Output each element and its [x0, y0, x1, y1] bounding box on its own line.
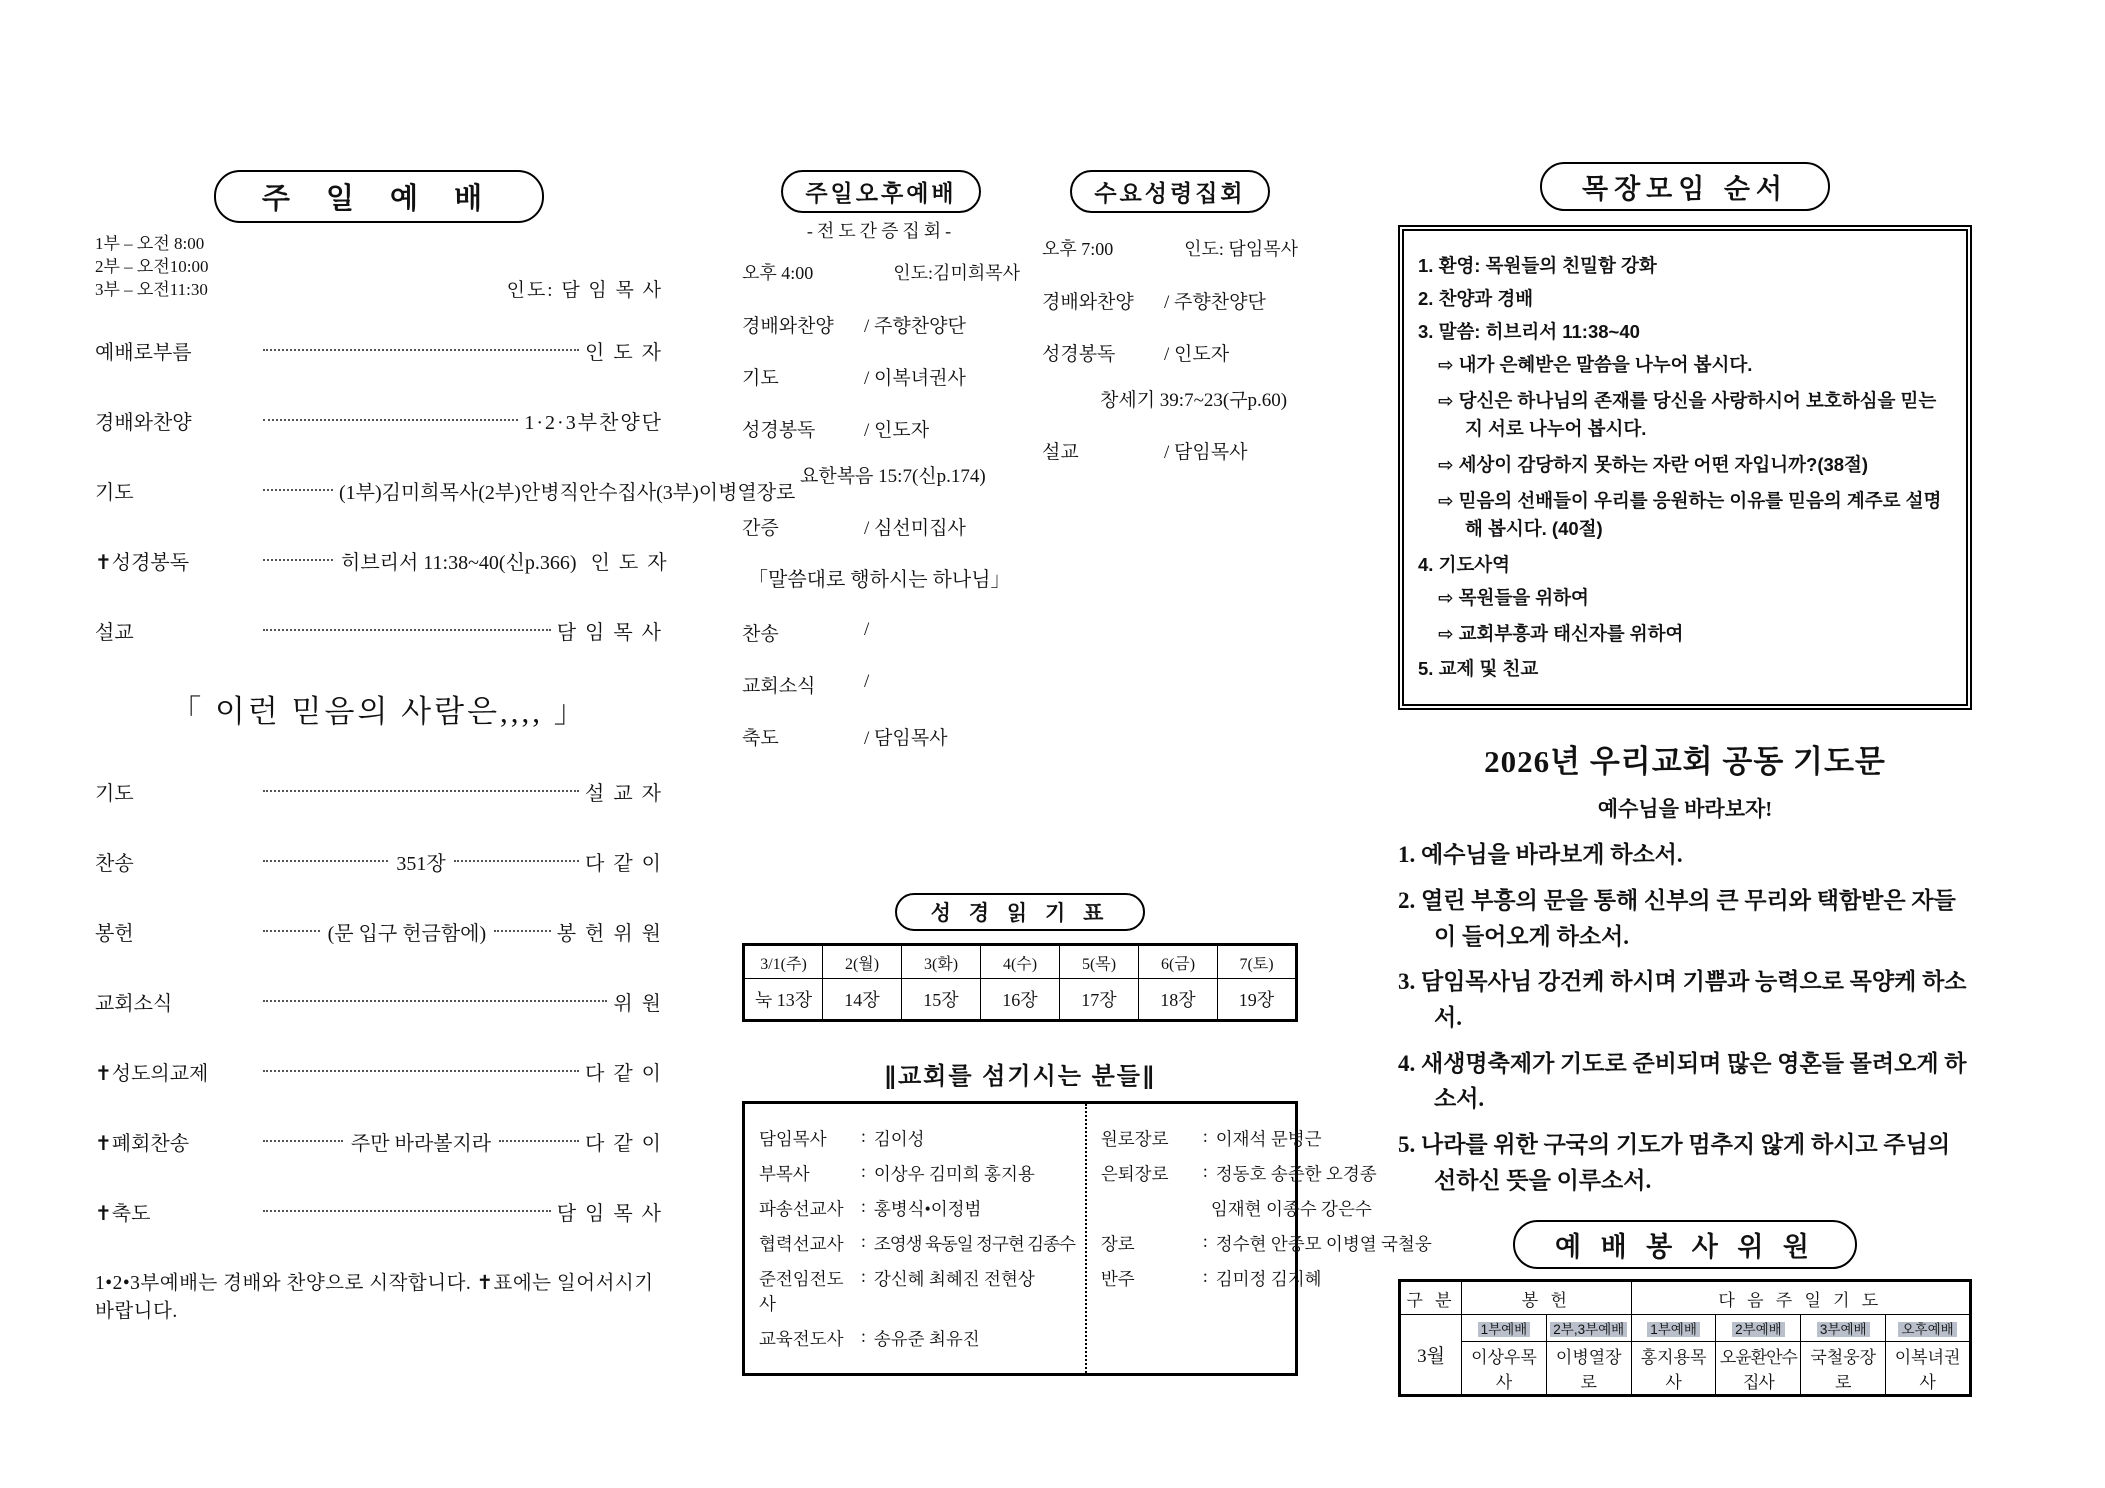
- order-row-prayer: [95, 476, 796, 505]
- servant-row: [759, 1126, 1075, 1151]
- chapter-cell: 17장: [1060, 979, 1139, 1021]
- servant-row: [759, 1196, 1075, 1221]
- subhead-cell: [1886, 1315, 1971, 1342]
- order-value: 담 임 목 사: [556, 1202, 663, 1225]
- afternoon-row-scripture: [742, 415, 1020, 442]
- mokjang-title: 목장모임 순서: [1540, 162, 1830, 211]
- servant-names: 김미정 김지혜: [1215, 1269, 1322, 1289]
- sunday-note: 1•2•3부예배는 경배와 찬양으로 시작합니다. ✝표에는 일어서시기 바랍니다.: [95, 1272, 654, 1322]
- subhead-label: 3부예배: [1817, 1322, 1870, 1337]
- order-value: 다 같 이: [585, 1062, 663, 1085]
- servant-role: [1101, 1196, 1197, 1221]
- servant-role: 협력선교사: [759, 1234, 844, 1254]
- prayer-title: 2026년 우리교회 공동 기도문: [1484, 744, 1886, 780]
- name-cell: 홍지용목사: [1631, 1342, 1716, 1396]
- wednesday-title: 수요성령집회: [1070, 170, 1269, 213]
- wednesday-scripture-ref: 창세기 39:7~23(구p.60): [1100, 390, 1288, 411]
- offering-header: 봉 헌: [1462, 1281, 1632, 1315]
- afternoon-row-prayer: [742, 363, 1020, 390]
- servant-names: 임재현 이종수 강은수: [1210, 1199, 1372, 1219]
- order-row-fellowship: [95, 1057, 663, 1086]
- wednesday-row-praise: [1042, 287, 1298, 314]
- order-row-call: [95, 336, 663, 365]
- committee-group-row: [1400, 1281, 1971, 1315]
- afternoon-row-benediction: [742, 723, 1020, 750]
- order-center-text: (문 입구 헌금함에): [327, 922, 487, 945]
- row-value: / 인도자: [864, 420, 930, 441]
- row-value: / 이복녀권사: [864, 368, 966, 389]
- afternoon-row-testimony: [742, 513, 1020, 540]
- order-row-benediction: [95, 1197, 663, 1226]
- wednesday-row-sermon: [1042, 437, 1298, 464]
- servant-names: 송유준 최유진: [873, 1329, 980, 1349]
- mokjang-subitem: ⇨ 목원들을 위하여: [1438, 587, 1589, 609]
- dotted-leader: [263, 629, 551, 631]
- order-value: 담 임 목 사: [556, 621, 663, 644]
- wednesday-row-scripture: [1042, 339, 1298, 366]
- committee-names-row: [1400, 1342, 1971, 1396]
- servant-names: 조영생 육동일 정구현 김종수: [873, 1234, 1075, 1254]
- bible-reading-section: [742, 893, 1298, 1022]
- afternoon-leader: 인도:김미희목사: [893, 263, 1020, 283]
- row-value: /: [864, 619, 870, 640]
- dotted-leader: [494, 930, 551, 932]
- servant-row: [1101, 1126, 1432, 1151]
- chapter-cell: 15장: [902, 979, 981, 1021]
- bible-days-row: [744, 945, 1297, 979]
- subhead-label: 2부예배: [1732, 1322, 1785, 1337]
- bible-reading-title: 성 경 읽 기 표: [895, 893, 1146, 931]
- chapter-cell: 16장: [981, 979, 1060, 1021]
- wednesday-time-row: [1042, 235, 1298, 261]
- order-label: 봉헌: [95, 922, 134, 945]
- row-value: / 인도자: [1164, 344, 1230, 365]
- servant-role: 교육전도사: [759, 1329, 844, 1349]
- sermon-title: 「 이런 믿음의 사람은,,,, 」: [170, 693, 588, 729]
- dotted-leader: [263, 860, 388, 862]
- order-row-sermon: [95, 616, 663, 645]
- order-value: 다 같 이: [585, 852, 664, 875]
- dotted-leader: [263, 349, 579, 351]
- chapter-cell: 18장: [1139, 979, 1218, 1021]
- colon: :: [861, 1196, 866, 1216]
- sunday-worship-title: 주 일 예 배: [214, 170, 544, 223]
- colon: :: [861, 1126, 866, 1146]
- order-value: (1부)김미희목사(2부)안병직안수집사(3부)이병열장로: [339, 481, 796, 504]
- afternoon-worship-section: [742, 170, 1020, 775]
- right-column: [1398, 162, 1972, 1397]
- order-value: 설 교 자: [585, 782, 663, 805]
- dotted-leader: [263, 1210, 551, 1212]
- row-label: 성경봉독: [1042, 344, 1116, 365]
- order-center-text: 주만 바라볼지라: [350, 1132, 492, 1155]
- sunday-times-row: [95, 233, 663, 302]
- order-value: 1·2·3부찬양단: [524, 411, 663, 434]
- subhead-label: 1부예배: [1647, 1322, 1700, 1337]
- mokjang-item: 4. 기도사역: [1418, 554, 1511, 576]
- prayer-item: 3. 담임목사님 강건케 하시며 기쁨과 능력으로 목양케 하소서.: [1398, 969, 1967, 1030]
- servant-row: [759, 1231, 1075, 1256]
- subhead-cell: [1631, 1315, 1716, 1342]
- wednesday-meeting-section: [1042, 170, 1298, 775]
- servants-title: ∥교회를 섬기시는 분들∥: [884, 1063, 1156, 1090]
- servant-names: 정수현 안증모 이병열 국철웅: [1215, 1234, 1432, 1254]
- mokjang-subitem: ⇨ 교회부흥과 태신자를 위하여: [1438, 622, 1684, 644]
- mokjang-order-box: [1398, 225, 1972, 710]
- name-cell: 이상우목사: [1462, 1342, 1547, 1396]
- service-time-2: 2부 – 오전10:00: [95, 256, 209, 276]
- order-label: 설교: [95, 621, 134, 644]
- mokjang-item: 1. 환영: 목원들의 친밀함 강화: [1418, 255, 1657, 276]
- prayer-item: 2. 열린 부흥의 문을 통해 신부의 큰 무리와 택함받은 자들이 들어오게 하소서.: [1398, 888, 1956, 949]
- dotted-leader: [454, 860, 579, 862]
- dotted-leader: [263, 1070, 579, 1072]
- day-cell: 3(화): [902, 945, 981, 979]
- order-label: 경배와찬양: [95, 411, 192, 434]
- prayer-item: 5. 나라를 위한 구국의 기도가 멈추지 않게 하시고 주님의 선하신 뜻을 이루소서.: [1398, 1131, 1951, 1193]
- row-label: 성경봉독: [742, 420, 816, 441]
- order-value: 인 도 자: [585, 341, 663, 364]
- row-value: / 심선미집사: [864, 518, 966, 539]
- afternoon-row-praise: [742, 311, 1020, 338]
- committee-table: [1398, 1279, 1972, 1397]
- row-value: / 담임목사: [864, 728, 948, 749]
- order-row-closing-hymn: [95, 1127, 663, 1156]
- service-time-3: 3부 – 오전11:30: [95, 279, 208, 299]
- afternoon-time-row: [742, 259, 1020, 285]
- dotted-leader: [263, 790, 579, 792]
- name-cell: 이병열장로: [1546, 1342, 1631, 1396]
- order-row-news: [95, 987, 663, 1016]
- servant-role: 은퇴장로: [1100, 1164, 1169, 1184]
- colon: :: [861, 1326, 866, 1346]
- order-value: 다 같 이: [585, 1132, 663, 1155]
- mid-services: [742, 170, 1298, 775]
- dotted-leader: [499, 1140, 579, 1142]
- servant-row: [1101, 1196, 1432, 1221]
- subhead-cell: [1801, 1315, 1886, 1342]
- mokjang-item: 2. 찬양과 경배: [1418, 288, 1534, 309]
- row-label: 교회소식: [742, 676, 816, 697]
- chapter-cell: 14장: [823, 979, 902, 1021]
- servant-names: 김이성: [873, 1129, 925, 1149]
- subhead-label: 2부,3부예배: [1550, 1322, 1627, 1337]
- subhead-label: 오후예배: [1898, 1322, 1956, 1337]
- dotted-leader: [263, 1140, 343, 1142]
- bible-reading-header: [742, 893, 1298, 931]
- servants-left: [745, 1104, 1085, 1373]
- order-label: 예배로부름: [95, 341, 192, 364]
- colon: :: [861, 1231, 866, 1251]
- subhead-label: 1부예배: [1478, 1322, 1531, 1337]
- servant-row: [1101, 1231, 1432, 1256]
- servant-names: 이재석 문병근: [1215, 1129, 1322, 1149]
- servant-role: 반주: [1100, 1269, 1135, 1289]
- order-label: ✝폐회찬송: [95, 1132, 190, 1155]
- order-label: 기도: [95, 782, 134, 805]
- mokjang-item: 5. 교제 및 친교: [1418, 658, 1539, 680]
- prayer-subtitle: 예수님을 바라보자!: [1597, 797, 1773, 822]
- afternoon-title: 주일오후예배: [781, 170, 980, 213]
- row-label: 축도: [742, 728, 779, 749]
- colon: :: [861, 1161, 866, 1181]
- order-label: ✝축도: [95, 1202, 151, 1225]
- colon: :: [1202, 1161, 1208, 1181]
- nextweek-prayer-header: 다 음 주 일 기 도: [1631, 1281, 1970, 1315]
- committee-subhead-row: [1400, 1315, 1971, 1342]
- servant-role: 파송선교사: [759, 1199, 844, 1219]
- colon: :: [1202, 1266, 1208, 1286]
- division-header: 구 분: [1400, 1281, 1462, 1315]
- row-value: / 주향찬양단: [1164, 292, 1266, 313]
- servant-row: [1101, 1161, 1432, 1186]
- subhead-cell: [1462, 1315, 1547, 1342]
- row-label: 설교: [1042, 442, 1079, 463]
- order-label: 찬송: [95, 852, 134, 875]
- bible-chapters-row: [744, 979, 1297, 1021]
- order-row-praise: [95, 406, 663, 435]
- dotted-leader: [263, 489, 333, 491]
- order-label: ✝성경봉독: [95, 551, 190, 574]
- servant-row: [759, 1266, 1075, 1316]
- dotted-leader: [263, 559, 333, 561]
- mokjang-item: 3. 말씀: 히브리서 11:38~40: [1418, 321, 1640, 342]
- afternoon-scripture-ref: 요한복음 15:7(신p.174): [800, 466, 986, 487]
- name-cell: 이복녀권사: [1886, 1342, 1971, 1396]
- servant-names: 강신혜 최혜진 전현상: [873, 1269, 1035, 1289]
- chapter-cell: 19장: [1218, 979, 1297, 1021]
- servant-names: 이상우 김미희 홍지용: [873, 1164, 1035, 1184]
- sunday-worship-header: [95, 170, 663, 223]
- mokjang-subitem: ⇨ 세상이 감당하지 못하는 자란 어떤 자입니까?(38절): [1438, 454, 1869, 476]
- name-cell: 오윤환안수집사: [1716, 1342, 1801, 1396]
- servant-row: [759, 1161, 1075, 1186]
- row-label: 경배와찬양: [1042, 292, 1134, 313]
- order-center-text: 351장: [396, 852, 446, 875]
- subhead-cell: [1546, 1315, 1631, 1342]
- servant-role: 장로: [1100, 1234, 1135, 1254]
- row-label: 간증: [742, 518, 779, 539]
- servant-role: 준전임전도사: [759, 1269, 844, 1314]
- order-value: 봉 헌 위 원: [556, 922, 663, 945]
- order-row-offering: [95, 917, 663, 946]
- order-label: 기도: [95, 481, 134, 504]
- afternoon-sermon-title: 「말씀대로 행하시는 하나님」: [748, 569, 1011, 591]
- mokjang-subitem: ⇨ 믿음의 선배들이 우리를 응원하는 이유를 믿음의 계주로 설명해 봅시다. (40절): [1438, 489, 1942, 540]
- sunday-leader: 인도: 담 임 목 사: [506, 279, 663, 301]
- service-times: [95, 233, 209, 302]
- row-label: 경배와찬양: [742, 316, 834, 337]
- row-label: 기도: [742, 368, 779, 389]
- order-value: 인 도 자: [590, 551, 669, 574]
- servant-role: 부목사: [759, 1164, 810, 1184]
- service-time-1: 1부 – 오전 8:00: [95, 234, 205, 253]
- month-cell: 3월: [1400, 1315, 1462, 1396]
- afternoon-row-news: [742, 671, 1020, 698]
- order-row-prayer2: [95, 777, 663, 806]
- day-cell: 3/1(주): [744, 945, 823, 979]
- order-value: 위 원: [613, 992, 663, 1015]
- afternoon-header: [742, 170, 1020, 213]
- wednesday-leader: 인도: 담임목사: [1184, 239, 1298, 259]
- day-cell: 5(목): [1060, 945, 1139, 979]
- wednesday-header: [1042, 170, 1298, 213]
- day-cell: 2(월): [823, 945, 902, 979]
- name-cell: 국철웅장로: [1801, 1342, 1886, 1396]
- order-label: ✝성도의교제: [95, 1062, 209, 1085]
- servant-names: 홍병식•이정범: [873, 1199, 982, 1219]
- prayer-item: 1. 예수님을 바라보게 하소서.: [1398, 842, 1683, 868]
- day-cell: 7(토): [1218, 945, 1297, 979]
- mokjang-subitem: ⇨ 내가 은혜받은 말씀을 나누어 봅시다.: [1438, 354, 1753, 375]
- colon: :: [1202, 1126, 1208, 1146]
- order-row-hymn: [95, 847, 663, 876]
- afternoon-row-hymn: [742, 619, 1020, 646]
- row-label: 찬송: [742, 624, 779, 645]
- chapter-cell: 눅 13장: [744, 979, 823, 1021]
- committee-header: [1398, 1220, 1972, 1269]
- prayer-item: 4. 새생명축제가 기도로 준비되며 많은 영혼들 몰려오게 하소서.: [1398, 1050, 1967, 1112]
- servant-names: 정동호 송준한 오경종: [1215, 1164, 1377, 1184]
- afternoon-subtitle: -전도간증집회-: [806, 221, 956, 241]
- subhead-cell: [1716, 1315, 1801, 1342]
- order-center-text: 히브리서 11:38~40(신p.366): [341, 551, 577, 574]
- wednesday-time: 오후 7:00: [1042, 239, 1114, 259]
- servants-right: [1085, 1104, 1442, 1373]
- dotted-leader: [263, 1000, 607, 1002]
- row-value: / 담임목사: [1164, 442, 1248, 463]
- order-label: 교회소식: [95, 992, 173, 1015]
- committee-title: 예 배 봉 사 위 원: [1513, 1220, 1857, 1269]
- dotted-leader: [263, 419, 518, 421]
- afternoon-time: 오후 4:00: [742, 263, 814, 283]
- order-row-scripture: [95, 546, 669, 575]
- servant-row: [759, 1326, 1075, 1351]
- mokjang-header: [1398, 162, 1972, 211]
- row-value: /: [864, 671, 870, 692]
- mokjang-subitem: ⇨ 당신은 하나님의 존재를 당신을 사랑하시어 보호하심을 믿는지 서로 나누어 봅시다.: [1438, 389, 1937, 440]
- dotted-leader: [263, 930, 320, 932]
- servant-role: 담임목사: [759, 1129, 827, 1149]
- row-value: / 주향찬양단: [864, 316, 966, 337]
- colon: :: [1202, 1231, 1208, 1251]
- committee-section: [1398, 1220, 1972, 1397]
- servant-role: 원로장로: [1100, 1129, 1169, 1149]
- colon: :: [861, 1266, 866, 1286]
- day-cell: 4(수): [981, 945, 1060, 979]
- day-cell: 6(금): [1139, 945, 1218, 979]
- bible-reading-table: [742, 943, 1298, 1022]
- prayer-list: [1398, 837, 1972, 1198]
- servant-row: [1101, 1266, 1432, 1291]
